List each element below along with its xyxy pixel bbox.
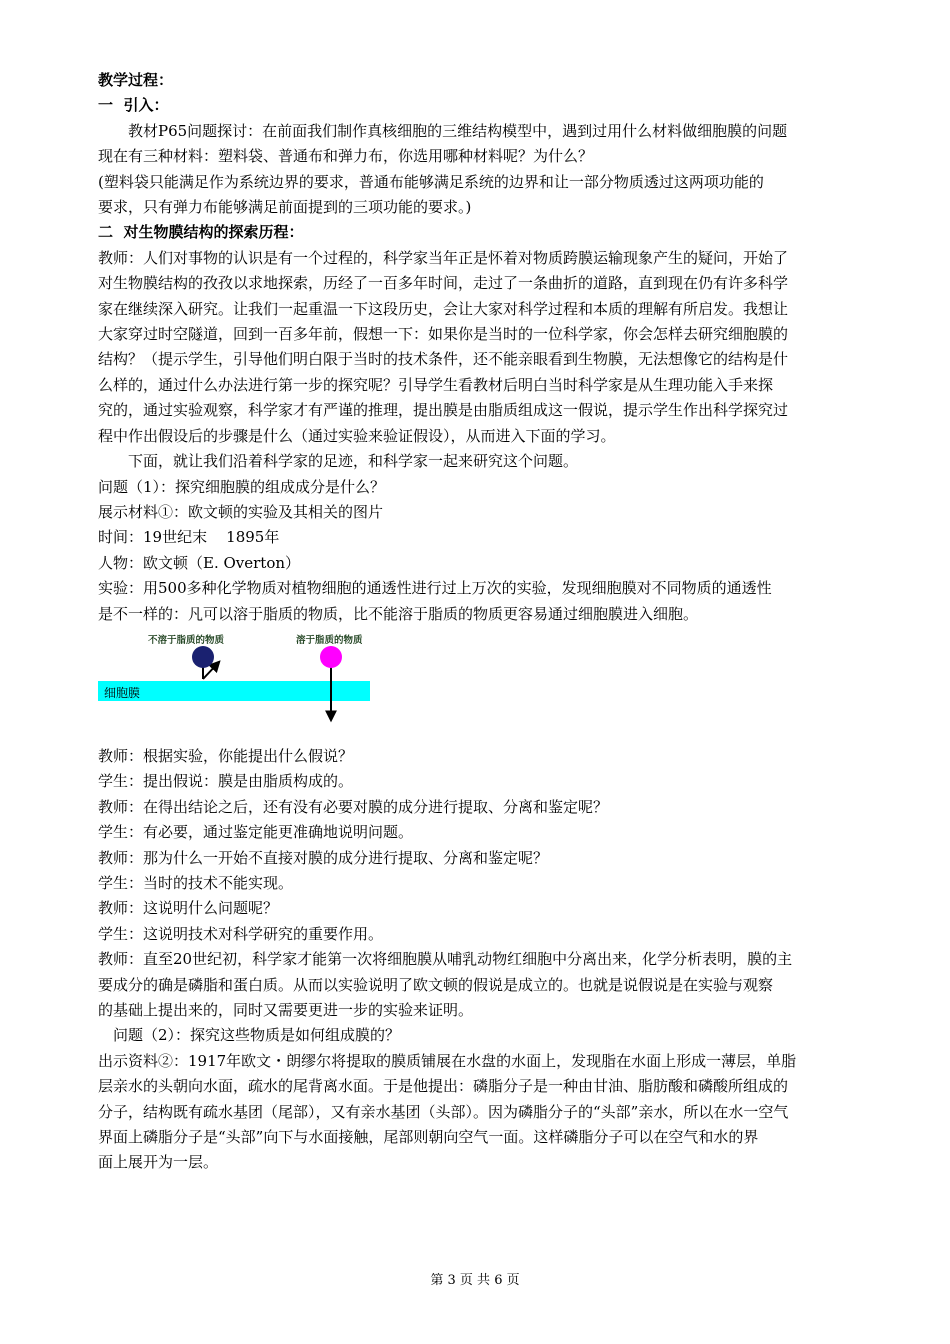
text-line: 问题（1）：探究细胞膜的组成成分是什么？ (98, 477, 386, 496)
text-line: 时间：19世纪末 1895年 (98, 528, 280, 547)
text-line: (塑料袋只能满足作为系统边界的要求，普通布能够满足系统的边界和让一部分物质透过这两项功能的 (98, 172, 764, 191)
text-line: 教学过程： (98, 71, 174, 89)
soluble-substance-label: 溶于脂质的物质 (296, 634, 363, 646)
text-line: 出示资料②：1917年欧文・朗缪尔将提取的膜质铺展在水盘的水面上，发现脂在水面上形成一薄层，单脂 (98, 1051, 797, 1070)
text-line: 层亲水的头朝向水面，疏水的尾背离水面。于是他提出：磷脂分子是一种由甘油、脂肪酸和磷酸所组成的 (98, 1077, 789, 1096)
text-line: 教师：在得出结论之后，还有没有必要对膜的成分进行提取、分离和鉴定呢？ (98, 797, 609, 816)
text-line: 分子，结构既有疏水基团（尾部），又有亲水基团（头部）。因为磷脂分子的“头部”亲水，所以在水一空气 (98, 1102, 789, 1121)
text-line: 下面，就让我们沿着科学家的足迹，和科学家一起来研究这个问题。 (128, 452, 579, 471)
document-page (98, 68, 858, 1176)
insoluble-substance-label: 不溶于脂质的物质 (148, 634, 225, 646)
text-line: 二 对生物膜结构的探索历程： (98, 223, 304, 242)
text-line: 教师：那为什么一开始不直接对膜的成分进行提取、分离和鉴定呢？ (98, 848, 549, 867)
text-line: 对生物膜结构的孜孜以求地探索，历经了一百多年时间，走过了一条曲折的道路，直到现在仍有许多科学 (98, 274, 789, 293)
overton-experiment-diagram (98, 629, 398, 724)
text-line: 学生：这说明技术对科学研究的重要作用。 (98, 924, 384, 943)
text-block-after-diagram (98, 744, 858, 1176)
text-line: 结构？（提示学生，引导他们明白限于当时的技术条件，还不能亲眼看到生物膜，无法想像它的结构是什 (98, 350, 789, 369)
text-line: 问题（2）：探究这些物质是如何组成膜的？ (113, 1026, 401, 1045)
text-line: 教师：直至20世纪初，科学家才能第一次将细胞膜从哺乳动物红细胞中分离出来，化学分析表明，膜的主 (98, 950, 793, 969)
text-line: 程中作出假设后的步骤是什么（通过实验来验证假设），从而进入下面的学习。 (98, 426, 616, 445)
text-line: 究的，通过实验观察，科学家才有严谨的推理，提出膜是由脂质组成这一假说，提示学生作出科学探究过 (98, 401, 789, 420)
text-line: 人物：欧文顿（E. Overton） (98, 553, 301, 572)
cell-membrane-label: 细胞膜 (104, 685, 141, 700)
insoluble-substance-ball (192, 646, 214, 668)
text-line: 教师：根据实验，你能提出什么假说？ (98, 746, 354, 765)
text-line: 展示材料①：欧文顿的实验及其相关的图片 (98, 502, 384, 521)
text-line: 学生：提出假说：膜是由脂质构成的。 (98, 772, 354, 791)
text-block-before-diagram (98, 68, 858, 627)
text-line: 界面上磷脂分子是“头部”向下与水面接触，尾部则朝向空气一面。这样磷脂分子可以在空气和水的界 (98, 1128, 759, 1147)
text-line: 教材P65问题探讨：在前面我们制作真核细胞的三维结构模型中，遇到过用什么材料做细胞膜的问题 (128, 121, 788, 140)
text-line: 现在有三种材料：塑料袋、普通布和弹力布，你选用哪种材料呢？为什么？ (98, 147, 594, 166)
text-line: 大家穿过时空隧道，回到一百多年前，假想一下：如果你是当时的一位科学家，你会怎样去研究细胞膜的 (98, 325, 789, 344)
text-line: 面上展开为一层。 (98, 1153, 219, 1172)
text-line: 要求，只有弹力布能够满足前面提到的三项功能的要求。) (98, 198, 472, 217)
text-line: 么样的，通过什么办法进行第一步的探究呢？引导学生看教材后明白当时科学家是从生理功能入手来探 (98, 375, 774, 394)
diagram-arrows (98, 629, 398, 724)
text-line: 实验：用500多种化学物质对植物细胞的通透性进行过上万次的实验，发现细胞膜对不同物质的通透性 (98, 579, 772, 598)
text-line: 要成分的确是磷脂和蛋白质。从而以实验说明了欧文顿的假说是成立的。也就是说假说是在实验与观察 (98, 975, 774, 994)
text-line: 的基础上提出来的，同时又需要更进一步的实验来证明。 (98, 1001, 474, 1019)
text-line: 一 引入： (98, 96, 169, 115)
text-line: 学生：当时的技术不能实现。 (98, 873, 294, 892)
text-line: 教师：这说明什么问题呢？ (98, 899, 279, 918)
soluble-substance-ball (320, 646, 342, 668)
text-line: 学生：有必要，通过鉴定能更准确地说明问题。 (98, 823, 414, 842)
text-line: 家在继续深入研究。让我们一起重温一下这段历史，会让大家对科学过程和本质的理解有所启发。我想让 (98, 299, 789, 318)
text-line: 是不一样的：凡可以溶于脂质的物质，比不能溶于脂质的物质更容易通过细胞膜进入细胞。 (98, 604, 699, 623)
page-footer: 第 3 页 共 6 页 (430, 1273, 520, 1288)
text-line: 教师：人们对事物的认识是有一个过程的，科学家当年正是怀着对物质跨膜运输现象产生的疑问，开始了 (98, 248, 789, 267)
